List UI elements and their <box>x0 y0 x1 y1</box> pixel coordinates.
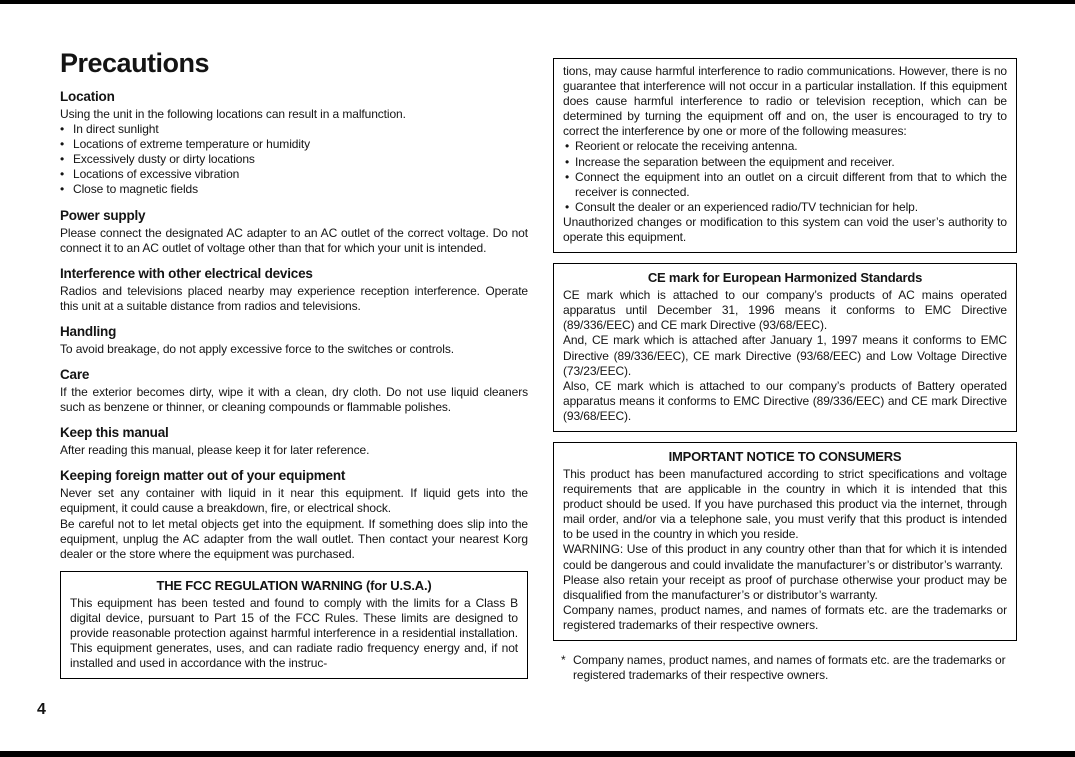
section-heading-keep-manual: Keep this manual <box>60 425 169 441</box>
right-column <box>553 58 1017 683</box>
bullet-text: Locations of extreme temperature or humidity <box>73 137 311 152</box>
section-heading-interference: Interference with other electrical devices <box>60 265 313 281</box>
section-heading-handling: Handling <box>60 323 117 339</box>
page-number: 4 <box>37 701 46 718</box>
bullet-item <box>60 167 528 182</box>
bullet-item <box>563 200 1007 215</box>
foreign-matter-para1: Never set any container with liquid in it near this equipment. If liquid gets into the equipment, it could cause a breakdown, fire, or electrical shock. <box>60 486 528 516</box>
bullet-item <box>60 137 528 152</box>
ce-mark-box-title: CE mark for European Harmonized Standards <box>647 270 923 286</box>
consumer-notice-paragraph: Please also retain your receipt as proof of purchase otherwise your product may be disqualified from the manufacturer’s or distributor’s warranty. <box>563 572 1007 602</box>
ce-mark-paragraph: And, CE mark which is attached after January 1, 1997 means it conforms to EMC Directive (89/336/EEC), CE mark Directive (93/68/EEC) and Low Voltage Directive (73/23/EEC). <box>563 333 1007 378</box>
bullet-text: Consult the dealer or an experienced radio/TV technician for help. <box>575 199 918 214</box>
foreign-matter-para2: Be careful not to let metal objects get into the equipment. If something does slip into the equipment, unplug the AC adapter from the wall outlet. Then contact your nearest Korg dealer or the store where the equipment was purchased. <box>60 516 528 561</box>
handling-body: To avoid breakage, do not apply excessive force to the switches or controls. <box>60 341 454 356</box>
bullet-icon: • <box>60 122 65 137</box>
fcc-warning-continued-box <box>553 58 1017 253</box>
interference-body: Radios and televisions placed nearby may experience reception interference. Operate this unit at a suitable distance from radios and televisions. <box>60 283 528 313</box>
bullet-item <box>60 182 528 197</box>
location-intro: Using the unit in the following locations can result in a malfunction. <box>60 107 406 121</box>
bullet-icon: • <box>565 139 570 154</box>
bullet-item <box>563 170 1007 200</box>
page-title: Precautions <box>60 48 210 78</box>
keep-manual-body: After reading this manual, please keep it for later reference. <box>60 443 370 458</box>
left-column <box>60 48 528 689</box>
bullet-item <box>60 152 528 167</box>
fcc-warning-box-title: THE FCC REGULATION WARNING (for U.S.A.) <box>156 577 432 593</box>
section-heading-location: Location <box>60 89 115 104</box>
section-heading-care: Care <box>60 367 90 383</box>
footnote-text: Company names, product names, and names of formats etc. are the trademarks or registered trademarks of their respective owners. <box>573 653 1006 683</box>
power-supply-body: Please connect the designated AC adapter to an AC outlet of the correct voltage. Do not connect it to an AC outlet of voltage other than that for which your unit is intended. <box>60 225 528 255</box>
bullet-text: Locations of excessive vibration <box>73 167 240 182</box>
bullet-icon: • <box>565 154 570 169</box>
consumer-notice-paragraph: WARNING: Use of this product in any country other than that for which it is intended could be dangerous and could invalidate the manufacturer’s or distributor’s warranty. <box>563 542 1007 572</box>
scan-edge-top <box>0 0 1075 4</box>
fcc-warning-box <box>60 571 528 679</box>
bullet-item <box>563 155 1007 170</box>
care-body: If the exterior becomes dirty, wipe it with a clean, dry cloth. Do not use liquid cleaners such as benzene or thinner, or cleaning compounds or flammable polishes. <box>60 385 528 415</box>
consumer-notice-paragraph: This product has been manufactured according to strict specifications and voltage requirements that are applicable in the country in which it is intended that this product should be used. If you have purchased this product via the internet, through mail order, and/or via a telephone sale, you must verify that this product is intended to be used in the country in which you reside. <box>563 466 1007 542</box>
consumer-notice-box-title: IMPORTANT NOTICE TO CONSUMERS <box>668 448 902 464</box>
bullet-icon: • <box>60 137 65 152</box>
bullet-text: Connect the equipment into an outlet on a circuit different from that to which the receiver is connected. <box>575 169 1007 199</box>
bullet-text: Reorient or relocate the receiving antenna. <box>575 139 798 154</box>
fcc-continued-outro: Unauthorized changes or modification to this system can void the user’s authority to operate this equipment. <box>563 214 1007 245</box>
bullet-icon: • <box>565 199 570 214</box>
bullet-text: Close to magnetic fields <box>73 182 198 197</box>
bullet-icon: • <box>565 169 570 184</box>
section-heading-power-supply: Power supply <box>60 207 146 223</box>
ce-mark-paragraph: Also, CE mark which is attached to our company’s products of Battery operated apparatus means it conforms to EMC Directive (89/336/EEC) and CE mark Directive (93/68/EEC). <box>563 378 1007 423</box>
bullet-item <box>60 122 528 137</box>
fcc-warning-box-body: This equipment has been tested and found to comply with the limits for a Class B digital device, pursuant to Part 15 of the FCC Rules. These limits are designed to provide reasonable protection against harmful interference in a residential installation. This equipment generates, uses, and can radiate radio frequency energy and, if not installed and used in accordance with the instruc- <box>70 595 518 671</box>
consumer-notice-box <box>553 442 1017 641</box>
bullet-item <box>563 139 1007 154</box>
trademark-footnote <box>553 651 1017 683</box>
bullet-icon: • <box>60 182 65 197</box>
bullet-text: Excessively dusty or dirty locations <box>73 152 255 167</box>
fcc-continued-intro: tions, may cause harmful interference to radio communications. However, there is no guarantee that interference will not occur in a particular installation. If this equipment does cause harmful interference to radio or television reception, which can be determined by turning the equipment off and on, the user is encouraged to try to correct the interference by one or more of the following measures: <box>563 64 1007 139</box>
ce-mark-box <box>553 263 1017 432</box>
bullet-icon: • <box>60 152 65 167</box>
footnote-marker: * <box>561 653 566 667</box>
bullet-text: In direct sunlight <box>73 122 159 137</box>
ce-mark-paragraph: CE mark which is attached to our company’s products of AC mains operated apparatus until December 31, 1996 means it conforms to EMC Directive (89/336/EEC) and CE mark Directive (93/68/EEC). <box>563 288 1007 333</box>
section-heading-foreign-matter: Keeping foreign matter out of your equipment <box>60 468 346 484</box>
scan-edge-bottom <box>0 751 1075 757</box>
consumer-notice-paragraph: Company names, product names, and names of formats etc. are the trademarks or registered trademarks of their respective owners. <box>563 602 1007 632</box>
bullet-icon: • <box>60 167 65 182</box>
bullet-text: Increase the separation between the equipment and receiver. <box>575 154 895 169</box>
